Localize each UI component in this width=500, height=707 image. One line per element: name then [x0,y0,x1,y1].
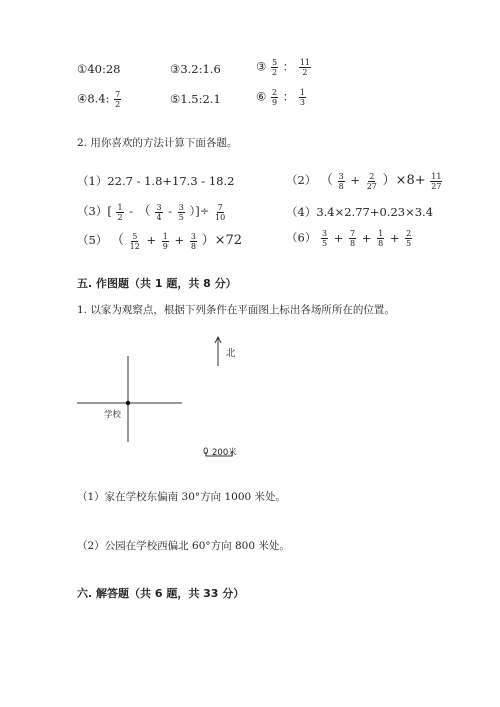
school-label: 学校 [104,410,122,420]
condition-1: （1）家在学校东偏南 30°方向 1000 米处。 [77,491,287,503]
school-point [126,401,130,405]
calc-problem-3: （3）[ $\frac{1}{2}$ - （ $\frac{3}{4}$ - $\frac{3}{5}$ ）]÷ $\frac{7}{10}$ [77,202,226,222]
north-label: 北 [226,348,236,359]
calc-problem-5: （5） （ $\frac{5}{12}$ + $\frac{1}{9}$ + $\frac{3}{8}$ ）×72 [77,231,243,251]
calc-problem-2: （2） （ $\frac{3}{8}$ + $\frac{2}{27}$ ）×8+ $\frac{11}{27}$ [286,171,442,191]
ratio-item-3: ③ $\frac{5}{2}$ ： $\frac{11}{2}$ [256,58,311,77]
scale-label: 200米 [212,448,237,458]
map-diagram [70,330,270,465]
condition-2: （2）公园在学校西偏北 60°方向 800 米处。 [77,540,290,552]
calc-problem-6: （6） $\frac{3}{5}$ + $\frac{7}{8}$ + $\frac{1}{8}$ + $\frac{2}{5}$ [286,229,412,248]
question-2-title: 2. 用你喜欢的方法计算下面各题。 [77,137,238,149]
section-6-title: 六. 解答题（共 6 题，共 33 分） [77,587,245,600]
ratio-item-6: ⑥ $\frac{2}{9}$ ： $\frac{1}{3}$ [256,88,305,107]
calc-problem-4: （4）3.4×2.77+0.23×3.4 [286,205,434,219]
ratio-item-4: ④8.4: $\frac{7}{2}$ [77,90,121,109]
ratio-item-5: ⑤1.5:2.1 [170,92,221,106]
scale-zero-label: 0 [203,447,209,457]
calc-problem-1: （1）22.7 - 1.8+17.3 - 18.2 [77,174,235,188]
section-5-title: 五. 作图题（共 1 题，共 8 分） [77,277,237,290]
ratio-item-1: ①40:28 [77,62,121,76]
section-5-question-1: 1. 以家为观察点，根据下列条件在平面图上标出各场所所在的位置。 [77,304,395,316]
ratio-item-2: ③3.2:1.6 [170,62,221,76]
